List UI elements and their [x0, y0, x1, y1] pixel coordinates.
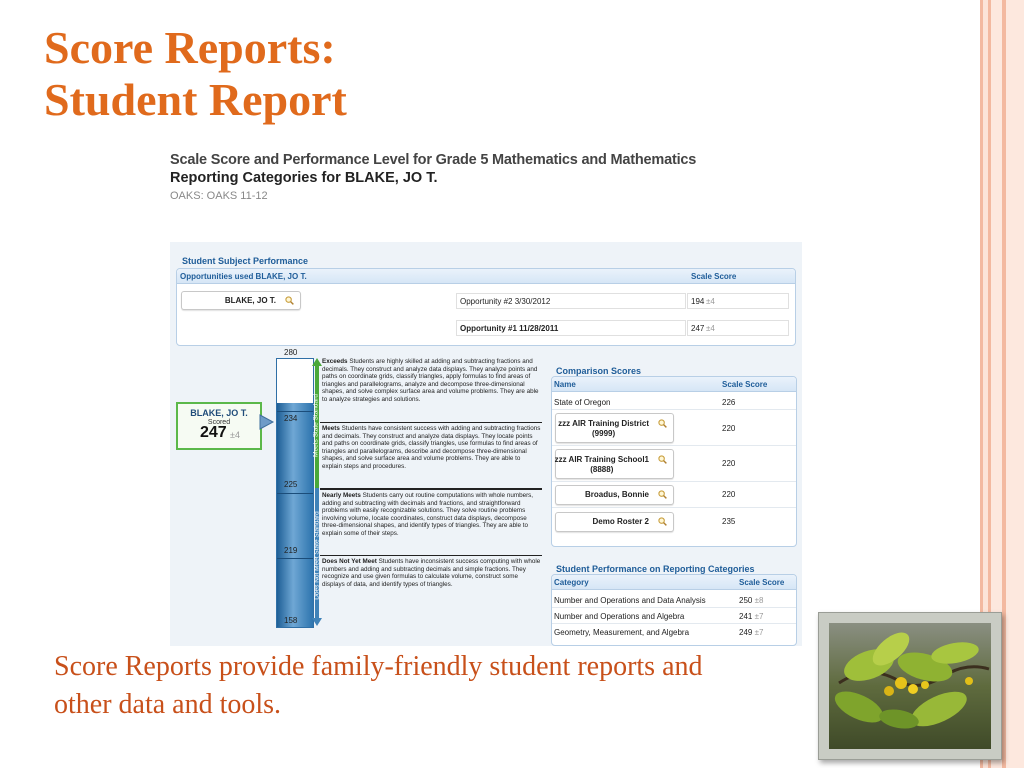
leaf-photo: [818, 612, 1002, 760]
category-score-error: ±7: [754, 628, 764, 637]
opportunity-score-error: ±4: [706, 324, 715, 333]
opportunity-score: 247: [691, 324, 705, 333]
row-divider: [552, 409, 796, 410]
col-name: Name: [554, 380, 576, 389]
score-box-score: 247: [200, 424, 227, 441]
standard-divider: [320, 488, 542, 490]
slide-caption: Score Reports provide family-friendly student reports and other data and tools.: [54, 651, 703, 720]
comparison-school-score: 220: [722, 459, 736, 468]
triangle-pointer-icon: [259, 414, 275, 430]
scale-fill: [277, 403, 313, 627]
category-score-error: ±8: [754, 596, 764, 605]
score-box-student-name: BLAKE, JO T.: [190, 408, 248, 418]
scale-column: [276, 358, 314, 628]
comparison-scores-title: Comparison Scores: [556, 366, 642, 376]
magnifier-icon: [658, 455, 667, 464]
reporting-categories-header: [552, 575, 796, 590]
col-opportunities: Opportunities used BLAKE, JO T.: [180, 272, 307, 281]
opportunity-score-cell: [687, 293, 789, 309]
category-score: 249: [739, 628, 753, 637]
category-name: Number and Operations and Data Analysis: [554, 596, 706, 605]
level-does-not-meet-text: Students have inconsistent success computing with whole numbers and adding and subtracting decimals and simple fractions. They recognize and use given formulas to calculate volume, construct some displays of data, and identify types of triangles.: [322, 558, 541, 588]
report-heading-line1: Scale Score and Performance Level for Grade 5 Mathematics and Mathematics: [170, 152, 697, 168]
scale-tick-158: 158: [284, 616, 298, 625]
student-score-box: [176, 402, 262, 450]
comparison-teacher-score: 220: [722, 490, 736, 499]
magnifier-icon: [658, 490, 667, 499]
scale-cut-234: [277, 411, 313, 412]
col-scale-score: Scale Score: [722, 380, 768, 389]
not-meet-label-holder: [313, 492, 321, 622]
leaf-photo-image: [829, 623, 991, 749]
opportunities-table: [176, 268, 796, 346]
student-select-button[interactable]: [181, 291, 301, 310]
slide-title-line2: Student Report: [44, 74, 347, 125]
comparison-school-line1: zzz AIR Training School1: [554, 455, 649, 464]
level-meets-name: Meets: [322, 425, 340, 432]
level-meets: [322, 425, 542, 471]
category-name: Geometry, Measurement, and Algebra: [554, 628, 690, 637]
category-name: Number and Operations and Algebra: [554, 612, 685, 621]
report-panel: [170, 242, 802, 646]
magnifier-icon: [658, 517, 667, 526]
level-does-not-meet: [322, 558, 542, 588]
row-divider: [552, 623, 796, 624]
level-divider: [320, 555, 542, 556]
reporting-categories-title: Student Performance on Reporting Categories: [556, 564, 755, 574]
level-nearly-meets-name: Nearly Meets: [322, 492, 361, 499]
comparison-teacher-button[interactable]: [555, 485, 674, 505]
magnifier-icon: [285, 296, 294, 305]
student-select-label: BLAKE, JO T.: [224, 296, 276, 305]
comparison-district-label: [558, 419, 649, 439]
score-box-error: ±4: [230, 430, 240, 440]
comparison-district-score: 220: [722, 424, 736, 433]
category-score-cell: [739, 628, 763, 637]
scale-tick-280: 280: [284, 348, 298, 357]
state-score: 226: [722, 398, 736, 407]
row-divider: [552, 445, 796, 446]
comparison-school-line2: (8888): [590, 465, 614, 474]
opportunity-score-cell: [687, 320, 789, 336]
category-score-error: ±7: [754, 612, 764, 621]
report-heading-line2: Reporting Categories for BLAKE, JO T.: [170, 170, 438, 186]
comparison-roster-score: 235: [722, 517, 736, 526]
performance-scale: [170, 348, 550, 644]
opportunity-label: Opportunity #2 3/30/2012: [460, 297, 551, 306]
category-score-cell: [739, 612, 763, 621]
comparison-school-label: [555, 455, 649, 475]
comparison-district-line2: (9999): [592, 429, 616, 438]
meets-standard-label-holder: [313, 372, 321, 482]
scale-tick-225: 225: [284, 480, 298, 489]
comparison-district-button[interactable]: [555, 413, 674, 443]
row-divider: [552, 481, 796, 482]
level-nearly-meets: [322, 492, 542, 538]
level-meets-text: Students have consistent success with adding and subtracting fractions and decimals. They construct and analyze data displays. They locate points and paths on coordinate grids, classify triangles, use formulas to find areas of triangles and parallelograms, describe and decompose three-dimensional shapes, and solve surface area and volume problems. They are able to explain steps and procedures.: [322, 425, 541, 470]
row-divider: [552, 507, 796, 508]
scale-tick-219: 219: [284, 546, 298, 555]
category-score: 250: [739, 596, 753, 605]
comparison-district-line1: zzz AIR Training District: [558, 419, 649, 428]
opportunity-score: 194: [691, 297, 705, 306]
col-scale-score: Scale Score: [691, 272, 737, 281]
comparison-roster-button[interactable]: [555, 512, 674, 532]
row-divider: [552, 607, 796, 608]
state-name: State of Oregon: [554, 398, 611, 407]
category-score-cell: [739, 596, 763, 605]
col-category: Category: [554, 578, 589, 587]
level-exceeds-name: Exceeds: [322, 358, 348, 365]
level-divider: [320, 422, 542, 423]
comparison-school-button[interactable]: [555, 449, 674, 479]
meets-standard-label: Meets State Standard: [312, 394, 320, 457]
not-meet-standard-label: Does Not Meet State Standard: [313, 511, 321, 600]
scale-tick-234: 234: [284, 414, 298, 423]
scale-cut-225: [277, 493, 313, 494]
report-subheading: OAKS: OAKS 11-12: [170, 190, 268, 202]
category-score: 241: [739, 612, 753, 621]
col-scale-score: Scale Score: [739, 578, 785, 587]
comparison-table-header: [552, 377, 796, 392]
slide-title-line1: Score Reports:: [44, 22, 336, 73]
opportunities-table-header: [177, 269, 795, 284]
comparison-roster-label: Demo Roster 2: [592, 517, 649, 526]
opportunity-label: Opportunity #1 11/28/2011: [460, 324, 559, 333]
subject-performance-title: Student Subject Performance: [182, 256, 309, 266]
comparison-teacher-label: Broadus, Bonnie: [584, 490, 649, 499]
opportunity-row[interactable]: [456, 293, 686, 309]
level-exceeds: [322, 358, 542, 404]
comparison-table: [551, 376, 797, 547]
scale-cut-219: [277, 558, 313, 559]
level-nearly-meets-text: Students carry out routine computations with whole numbers, adding and subtracting with decimals and fractions, and straightforward problems with easily recognizable solutions. They solve routine problems involving volume, locate coordinates, construct data displays, decompose three-dimensional shapes, and identify types of triangles. They are able to explain some of their steps.: [322, 492, 534, 537]
opportunity-score-error: ±4: [706, 297, 715, 306]
slide-title: [44, 22, 347, 126]
opportunity-row[interactable]: [456, 320, 686, 336]
level-does-not-meet-name: Does Not Yet Meet: [322, 558, 377, 565]
reporting-categories-table: [551, 574, 797, 646]
level-exceeds-text: Students are highly skilled at adding and subtracting fractions and decimals. They construct and analyze data displays. They analyze points and paths on coordinate grids, classify triangles, apply formulas to find areas of triangles and parallelograms, analyze and decompose three-dimensional shapes, and solve complex surface area and volume problems. They are able to analyze strategies and solutions.: [322, 358, 539, 403]
score-box-scored-label: Scored: [207, 419, 231, 426]
student-report-screenshot: [170, 148, 802, 646]
magnifier-icon: [658, 419, 667, 428]
